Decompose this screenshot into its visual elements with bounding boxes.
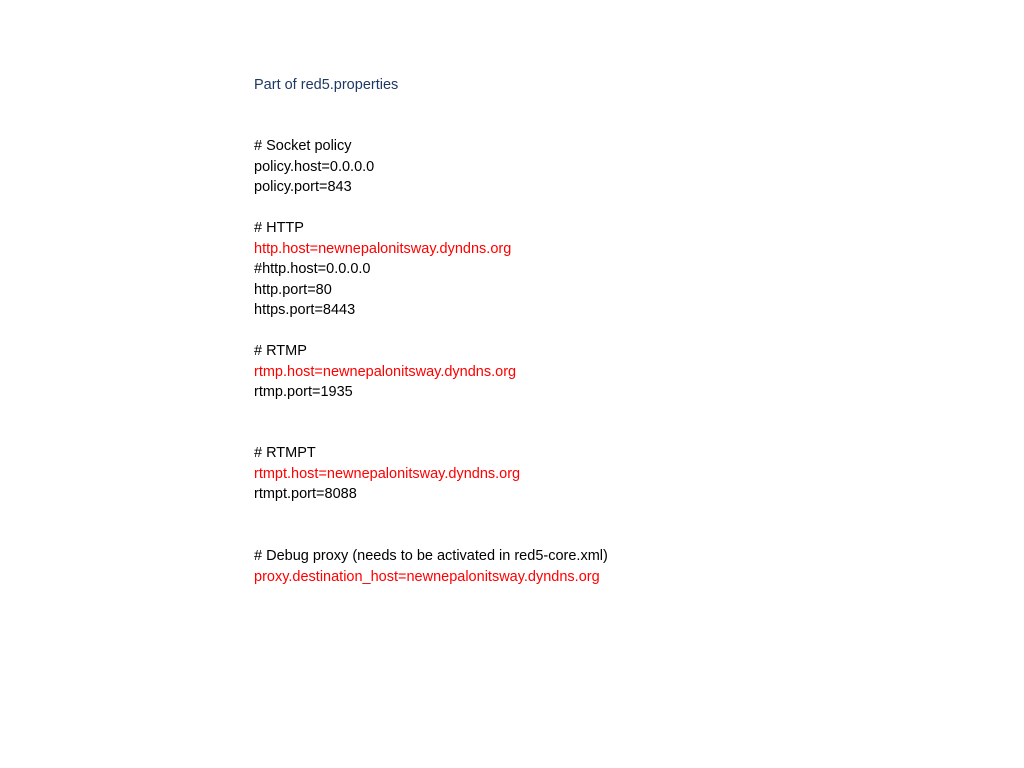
rtmp-section [254,341,516,403]
property-line: rtmpt.port=8088 [254,486,357,502]
property-line: policy.host=0.0.0.0 [254,158,375,175]
section-comment: # RTMP [254,343,307,359]
socket-policy-section [254,136,374,198]
property-line: #http.host=0.0.0.0 [254,261,371,277]
debug-proxy-section [254,546,608,587]
highlighted-property-line: rtmp.host=newnepalonitsway.dyndns.org [254,363,517,380]
property-line: https.port=8443 [254,302,356,318]
property-line: rtmp.port=1935 [254,384,353,400]
rtmpt-section [254,443,520,505]
highlighted-property-line: proxy.destination_host=newnepalonitsway.dyndns.org [254,568,600,585]
property-line: policy.port=843 [254,179,352,195]
property-line: http.port=80 [254,281,332,298]
section-comment: # Socket policy [254,138,352,154]
section-comment: # HTTP [254,220,304,236]
highlighted-property-line: rtmpt.host=newnepalonitsway.dyndns.org [254,465,521,482]
page-title: Part of red5.properties [254,77,399,93]
highlighted-property-line: http.host=newnepalonitsway.dyndns.org [254,240,512,257]
http-section [254,218,511,321]
section-comment: # RTMPT [254,445,316,461]
section-comment: # Debug proxy (needs to be activated in red5-core.xml) [254,548,608,564]
